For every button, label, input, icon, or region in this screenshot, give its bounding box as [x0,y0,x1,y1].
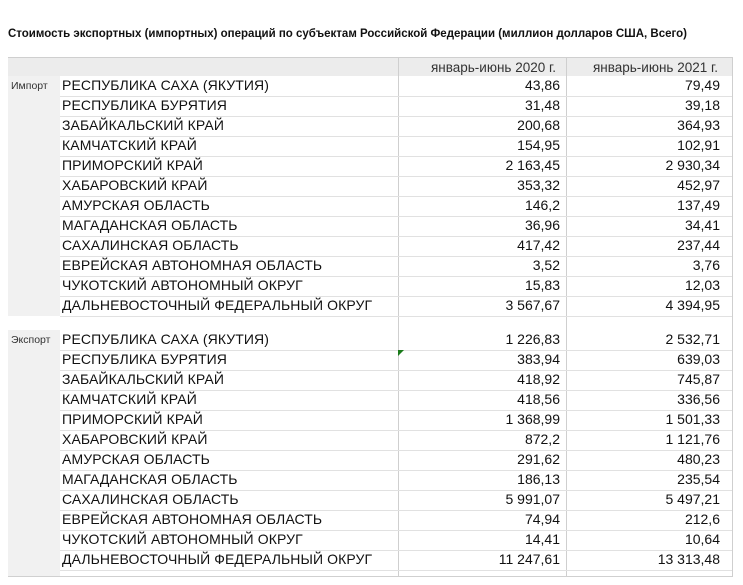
column-header-2020: январь-июнь 2020 г. [430,60,556,75]
region-name: РЕСПУБЛИКА САХА (ЯКУТИЯ) [62,331,270,347]
group-label-export: Экспорт [11,334,51,346]
value-2020: 3,52 [532,257,560,273]
table-row [60,276,732,297]
value-2021: 4 394,95 [665,297,720,313]
region-name: ХАБАРОВСКИЙ КРАЙ [62,431,208,447]
value-2021: 34,41 [684,217,720,233]
value-2020: 872,2 [524,431,560,447]
table-row [60,76,732,97]
table-row [60,510,732,531]
region-name: АМУРСКАЯ ОБЛАСТЬ [62,451,210,467]
value-2021: 336,56 [677,391,720,407]
region-name: ЕВРЕЙСКАЯ АВТОНОМНАЯ ОБЛАСТЬ [62,257,323,273]
value-2020: 3 567,67 [505,297,560,313]
table-row [60,136,732,157]
value-2021: 10,64 [684,531,720,547]
table-row [60,450,732,471]
value-2021: 3,76 [692,257,720,273]
region-name: ЧУКОТСКИЙ АВТОНОМНЫЙ ОКРУГ [62,531,303,547]
table-row [60,196,732,217]
table-row [60,156,732,177]
value-2021: 364,93 [677,117,720,133]
value-2020: 154,95 [517,137,560,153]
region-name: МАГАДАНСКАЯ ОБЛАСТЬ [62,471,238,487]
value-2021: 212,6 [684,511,720,527]
region-name: ДАЛЬНЕВОСТОЧНЫЙ ФЕДЕРАЛЬНЫЙ ОКРУГ [62,551,373,567]
region-name: ЕВРЕЙСКАЯ АВТОНОМНАЯ ОБЛАСТЬ [62,511,323,527]
value-2020: 291,62 [517,451,560,467]
region-name: КАМЧАТСКИЙ КРАЙ [62,137,197,153]
value-2021: 745,87 [677,371,720,387]
value-2020: 14,41 [524,531,560,547]
value-2020: 1 226,83 [505,331,560,347]
region-name: МАГАДАНСКАЯ ОБЛАСТЬ [62,217,238,233]
table-row [60,370,732,391]
value-2020: 418,92 [517,371,560,387]
table-row [60,96,732,117]
value-2021: 480,23 [677,451,720,467]
value-2020: 5 991,07 [505,491,560,507]
value-2020: 353,32 [517,177,560,193]
table-row [60,470,732,491]
region-name: ЗАБАЙКАЛЬСКИЙ КРАЙ [62,117,224,133]
region-name: САХАЛИНСКАЯ ОБЛАСТЬ [62,237,239,253]
value-2021: 235,54 [677,471,720,487]
region-name: ЗАБАЙКАЛЬСКИЙ КРАЙ [62,371,224,387]
value-2021: 2 532,71 [665,331,720,347]
region-name: ПРИМОРСКИЙ КРАЙ [62,411,203,427]
region-name: ЧУКОТСКИЙ АВТОНОМНЫЙ ОКРУГ [62,277,303,293]
value-2020: 1 368,99 [505,411,560,427]
value-2020: 74,94 [524,511,560,527]
value-2020: 146,2 [524,197,560,213]
group-label-cell [8,76,60,316]
table-row [60,330,732,351]
table-row [60,490,732,511]
table-row [60,236,732,257]
value-2020: 2 163,45 [505,157,560,173]
value-2020: 43,86 [524,77,560,93]
group-label-cell [8,330,60,576]
table-bottom-border [8,576,732,577]
value-2021: 237,44 [677,237,720,253]
value-2021: 79,49 [684,77,720,93]
value-2021: 1 121,76 [665,431,720,447]
value-2021: 13 313,48 [657,551,720,567]
value-2021: 639,03 [677,351,720,367]
group-label-import: Импорт [11,80,48,92]
region-name: САХАЛИНСКАЯ ОБЛАСТЬ [62,491,239,507]
value-2020: 15,83 [524,277,560,293]
value-2020: 31,48 [524,97,560,113]
value-2020: 200,68 [517,117,560,133]
value-2020: 418,56 [517,391,560,407]
region-name: ХАБАРОВСКИЙ КРАЙ [62,177,208,193]
value-2021: 1 501,33 [665,411,720,427]
value-2021: 39,18 [684,97,720,113]
cell-comment-marker [398,350,404,356]
region-name: ПРИМОРСКИЙ КРАЙ [62,157,203,173]
column-divider [732,57,733,577]
table-row [60,410,732,431]
value-2020: 417,42 [517,237,560,253]
table-title: Стоимость экспортных (импортных) операций по субъектам Российской Федерации (миллион долларов США, Всего) [8,28,687,40]
region-name: РЕСПУБЛИКА САХА (ЯКУТИЯ) [62,77,270,93]
table-row [60,216,732,237]
region-name: РЕСПУБЛИКА БУРЯТИЯ [62,97,227,113]
region-name: АМУРСКАЯ ОБЛАСТЬ [62,197,210,213]
value-2021: 12,03 [684,277,720,293]
value-2020: 383,94 [517,351,560,367]
value-2021: 5 497,21 [665,491,720,507]
table-row [60,390,732,411]
column-header-row [8,57,732,76]
table-row [60,550,732,571]
table-row [60,350,732,371]
value-2020: 11 247,61 [498,551,560,567]
table-row [60,530,732,551]
value-2020: 36,96 [524,217,560,233]
table-row [60,296,732,317]
value-2021: 2 930,34 [665,157,720,173]
column-header-2021: январь-июнь 2021 г. [592,60,718,75]
table-row [60,176,732,197]
value-2021: 102,91 [677,137,720,153]
value-2020: 186,13 [517,471,560,487]
table-row [60,256,732,277]
region-name: РЕСПУБЛИКА БУРЯТИЯ [62,351,227,367]
table-row [60,116,732,137]
region-name: КАМЧАТСКИЙ КРАЙ [62,391,197,407]
table-row [60,430,732,451]
value-2021: 137,49 [677,197,720,213]
region-name: ДАЛЬНЕВОСТОЧНЫЙ ФЕДЕРАЛЬНЫЙ ОКРУГ [62,297,373,313]
value-2021: 452,97 [677,177,720,193]
